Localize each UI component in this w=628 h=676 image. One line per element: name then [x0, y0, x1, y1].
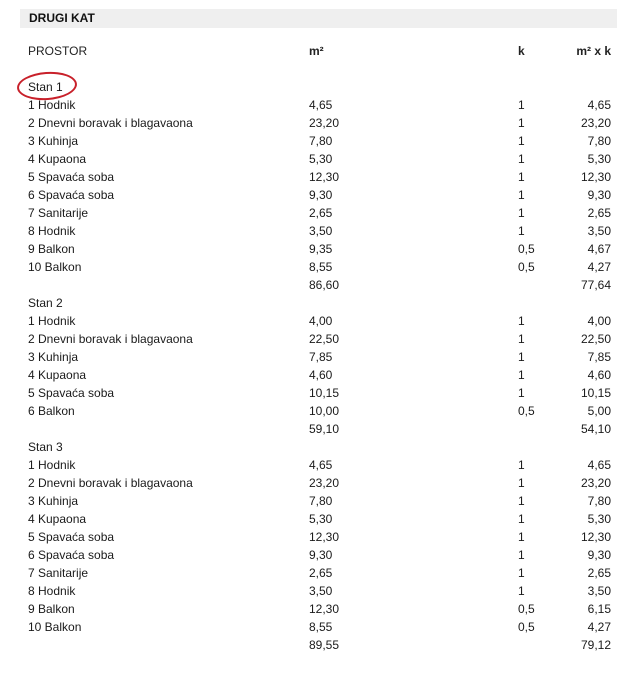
area-m2k: 4,27: [587, 620, 611, 634]
area-m2: 5,30: [309, 512, 333, 526]
area-m2k: 7,80: [587, 494, 611, 508]
coefficient-k: 1: [518, 548, 525, 562]
table-row: [0, 116, 628, 134]
area-m2: 23,20: [309, 476, 340, 490]
room-name: 3 Kuhinja: [28, 494, 79, 508]
area-m2k: 23,20: [580, 476, 611, 490]
table-row: [0, 602, 628, 620]
area-m2: 4,00: [309, 314, 333, 328]
table-row: [0, 188, 628, 206]
table-row: [0, 134, 628, 152]
table-row: [0, 476, 628, 494]
area-m2k: 22,50: [580, 332, 611, 346]
room-name: 8 Hodnik: [28, 224, 76, 238]
room-name: 6 Spavaća soba: [28, 548, 115, 562]
total-row: [0, 278, 628, 296]
room-name: 4 Kupaona: [28, 152, 87, 166]
area-m2k: 23,20: [580, 116, 611, 130]
coefficient-k: 1: [518, 584, 525, 598]
room-name: 7 Sanitarije: [28, 206, 89, 220]
room-name: 1 Hodnik: [28, 98, 76, 112]
room-name: 2 Dnevni boravak i blagavaona: [28, 476, 193, 490]
coefficient-k: 1: [518, 386, 525, 400]
table-row: [0, 584, 628, 602]
area-m2k: 2,65: [587, 566, 611, 580]
area-m2: 7,80: [309, 494, 333, 508]
total-row: [0, 422, 628, 440]
total-m2: 86,60: [309, 278, 340, 292]
room-name: 5 Spavaća soba: [28, 530, 115, 544]
coefficient-k: 1: [518, 98, 525, 112]
area-m2: 12,30: [309, 530, 340, 544]
area-m2: 7,85: [309, 350, 333, 364]
room-name: 6 Spavaća soba: [28, 188, 115, 202]
table-row: [0, 458, 628, 476]
total-m2k: 77,64: [580, 278, 611, 292]
header-k: k: [518, 44, 525, 58]
room-name: 2 Dnevni boravak i blagavaona: [28, 116, 193, 130]
table-row: [0, 170, 628, 188]
area-m2k: 3,50: [587, 584, 611, 598]
area-m2: 22,50: [309, 332, 340, 346]
coefficient-k: 0,5: [518, 620, 535, 634]
area-m2: 4,60: [309, 368, 333, 382]
total-m2k: 79,12: [580, 638, 611, 652]
section-title: Stan 3: [28, 440, 63, 454]
area-m2k: 4,65: [587, 98, 611, 112]
coefficient-k: 1: [518, 224, 525, 238]
table-row: [0, 494, 628, 512]
table-row: [0, 404, 628, 422]
table-row: [0, 332, 628, 350]
room-name: 2 Dnevni boravak i blagavaona: [28, 332, 193, 346]
area-m2: 7,80: [309, 134, 333, 148]
area-m2: 4,65: [309, 458, 333, 472]
room-name: 10 Balkon: [28, 620, 82, 634]
table-row: [0, 530, 628, 548]
total-row: [0, 638, 628, 656]
area-m2k: 5,30: [587, 512, 611, 526]
area-m2: 23,20: [309, 116, 340, 130]
room-name: 7 Sanitarije: [28, 566, 89, 580]
header-prostor: PROSTOR: [28, 44, 88, 58]
area-m2: 8,55: [309, 620, 333, 634]
area-m2k: 4,00: [587, 314, 611, 328]
area-m2: 4,65: [309, 98, 333, 112]
coefficient-k: 0,5: [518, 260, 535, 274]
coefficient-k: 1: [518, 476, 525, 490]
table-row: [0, 152, 628, 170]
area-m2: 10,00: [309, 404, 340, 418]
coefficient-k: 1: [518, 116, 525, 130]
coefficient-k: 1: [518, 494, 525, 508]
coefficient-k: 0,5: [518, 602, 535, 616]
room-name: 10 Balkon: [28, 260, 82, 274]
table-row: [0, 512, 628, 530]
table-row: [0, 566, 628, 584]
room-name: 4 Kupaona: [28, 512, 87, 526]
area-m2: 10,15: [309, 386, 340, 400]
area-m2k: 6,15: [587, 602, 611, 616]
room-name: 5 Spavaća soba: [28, 386, 115, 400]
section-title: Stan 1: [28, 80, 63, 94]
table-row: [0, 620, 628, 638]
area-m2k: 7,80: [587, 134, 611, 148]
coefficient-k: 1: [518, 188, 525, 202]
room-name: 8 Hodnik: [28, 584, 76, 598]
area-m2k: 3,50: [587, 224, 611, 238]
area-m2: 9,30: [309, 188, 333, 202]
area-m2k: 10,15: [580, 386, 611, 400]
room-name: 6 Balkon: [28, 404, 75, 418]
area-m2k: 7,85: [587, 350, 611, 364]
room-name: 1 Hodnik: [28, 458, 76, 472]
coefficient-k: 1: [518, 350, 525, 364]
room-name: 4 Kupaona: [28, 368, 87, 382]
coefficient-k: 1: [518, 566, 525, 580]
area-m2k: 5,30: [587, 152, 611, 166]
header-m2k: m² x k: [576, 44, 611, 58]
total-m2k: 54,10: [580, 422, 611, 436]
coefficient-k: 1: [518, 512, 525, 526]
header-m2: m²: [309, 44, 324, 58]
room-name: 3 Kuhinja: [28, 134, 79, 148]
area-m2k: 4,67: [587, 242, 611, 256]
area-m2: 2,65: [309, 206, 333, 220]
area-m2: 9,30: [309, 548, 333, 562]
coefficient-k: 1: [518, 314, 525, 328]
area-m2k: 9,30: [587, 548, 611, 562]
room-name: 5 Spavaća soba: [28, 170, 115, 184]
area-m2k: 2,65: [587, 206, 611, 220]
coefficient-k: 1: [518, 170, 525, 184]
coefficient-k: 0,5: [518, 404, 535, 418]
area-m2k: 9,30: [587, 188, 611, 202]
area-m2: 9,35: [309, 242, 333, 256]
area-m2k: 12,30: [580, 530, 611, 544]
area-m2: 5,30: [309, 152, 333, 166]
page-title: DRUGI KAT: [29, 11, 95, 25]
area-m2: 12,30: [309, 170, 340, 184]
coefficient-k: 1: [518, 332, 525, 346]
room-name: 9 Balkon: [28, 242, 75, 256]
title-bar: [20, 9, 617, 28]
coefficient-k: 1: [518, 368, 525, 382]
table-row: [0, 260, 628, 278]
room-name: 3 Kuhinja: [28, 350, 79, 364]
coefficient-k: 1: [518, 134, 525, 148]
total-m2: 89,55: [309, 638, 340, 652]
area-m2k: 12,30: [580, 170, 611, 184]
total-m2: 59,10: [309, 422, 340, 436]
coefficient-k: 1: [518, 206, 525, 220]
table-row: [0, 350, 628, 368]
coefficient-k: 0,5: [518, 242, 535, 256]
coefficient-k: 1: [518, 530, 525, 544]
area-m2: 8,55: [309, 260, 333, 274]
section-title: Stan 2: [28, 296, 63, 310]
area-m2: 12,30: [309, 602, 340, 616]
table-row: [0, 368, 628, 386]
table-row: [0, 224, 628, 242]
area-m2k: 4,27: [587, 260, 611, 274]
table-row: [0, 206, 628, 224]
table-row: [0, 98, 628, 116]
room-name: 9 Balkon: [28, 602, 75, 616]
table-row: [0, 314, 628, 332]
area-m2k: 5,00: [587, 404, 611, 418]
room-name: 1 Hodnik: [28, 314, 76, 328]
table-row: [0, 548, 628, 566]
area-m2k: 4,60: [587, 368, 611, 382]
table-row: [0, 242, 628, 260]
coefficient-k: 1: [518, 152, 525, 166]
area-m2k: 4,65: [587, 458, 611, 472]
area-m2: 3,50: [309, 224, 333, 238]
area-m2: 3,50: [309, 584, 333, 598]
coefficient-k: 1: [518, 458, 525, 472]
table-row: [0, 386, 628, 404]
area-m2: 2,65: [309, 566, 333, 580]
